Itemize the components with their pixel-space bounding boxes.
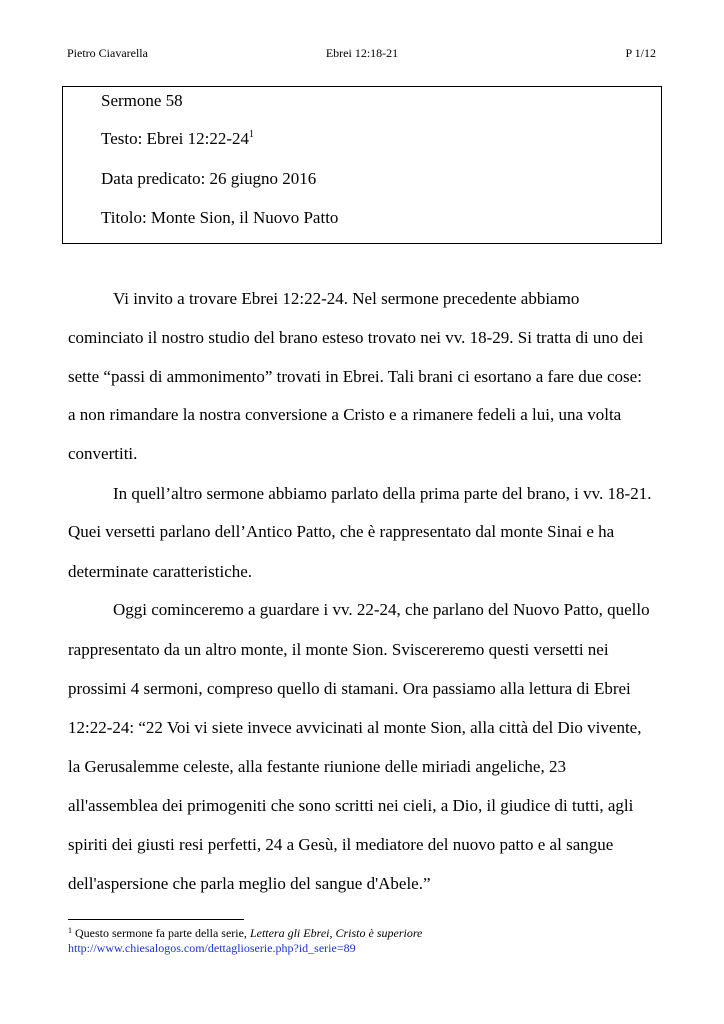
body-line: convertiti. — [68, 444, 138, 463]
body-line: rappresentato da un altro monte, il monte Sion. Sviscereremo questi versetti nei — [68, 640, 609, 659]
sermon-title: Titolo: Monte Sion, il Nuovo Patto — [101, 208, 339, 227]
footnote-marker: 1 — [249, 129, 255, 140]
body-line: cominciato il nostro studio del brano esteso trovato nei vv. 18-29. Si tratta di uno dei — [68, 328, 644, 347]
sermon-info-box — [62, 86, 662, 244]
body-line: 12:22-24: “22 Voi vi siete invece avvicinati al monte Sion, alla città del Dio vivente, — [68, 718, 642, 737]
body-line: la Gerusalemme celeste, alla festante riunione delle miriadi angeliche, 23 — [68, 757, 566, 776]
body-line: Oggi cominceremo a guardare i vv. 22-24, che parlano del Nuovo Patto, quello — [113, 600, 650, 619]
body-line: all'assemblea dei primogeniti che sono scritti nei cieli, a Dio, il giudice di tutti, agli — [68, 796, 634, 815]
footnote-separator — [68, 919, 244, 920]
body-line: a non rimandare la nostra conversione a Cristo e a rimanere fedeli a lui, una volta — [68, 405, 622, 424]
sermon-number: Sermone 58 — [101, 91, 183, 110]
sermon-text-reference — [101, 129, 254, 152]
body-line: In quell’altro sermone abbiamo parlato della prima parte del brano, i vv. 18-21. — [113, 484, 652, 503]
body-line: sette “passi di ammonimento” trovati in Ebrei. Tali brani ci esortano a fare due cose: — [68, 367, 642, 386]
body-line: Quei versetti parlano dell’Antico Patto, che è rappresentato dal monte Sinai e ha — [68, 522, 615, 541]
body-line: prossimi 4 sermoni, compreso quello di stamani. Ora passiamo alla lettura di Ebrei — [68, 679, 631, 698]
sermon-date: Data predicato: 26 giugno 2016 — [101, 169, 317, 188]
footnote-body: Questo sermone fa parte della serie, — [72, 926, 250, 940]
header-author: Pietro Ciavarella — [67, 46, 148, 60]
body-line: Vi invito a trovare Ebrei 12:22-24. Nel sermone precedente abbiamo — [113, 289, 580, 308]
footnote-number: 1 — [68, 926, 72, 935]
body-line: determinate caratteristiche. — [68, 562, 253, 581]
body-line: dell'aspersione che parla meglio del sangue d'Abele.” — [68, 874, 431, 893]
footnote-series-title: Lettera gli Ebrei, Cristo è superiore — [249, 926, 423, 940]
footnote-text — [68, 926, 422, 942]
sermon-text-label: Testo: Ebrei 12:22-24 — [101, 129, 250, 148]
header-page-number: P 1/12 — [625, 46, 656, 60]
header-reference: Ebrei 12:18-21 — [325, 46, 399, 60]
footnote-series-link[interactable]: http://www.chiesalogos.com/dettaglioserie.php?id_serie=89 — [68, 941, 356, 955]
body-line: spiriti dei giusti resi perfetti, 24 a Gesù, il mediatore del nuovo patto e al sangue — [68, 835, 614, 854]
